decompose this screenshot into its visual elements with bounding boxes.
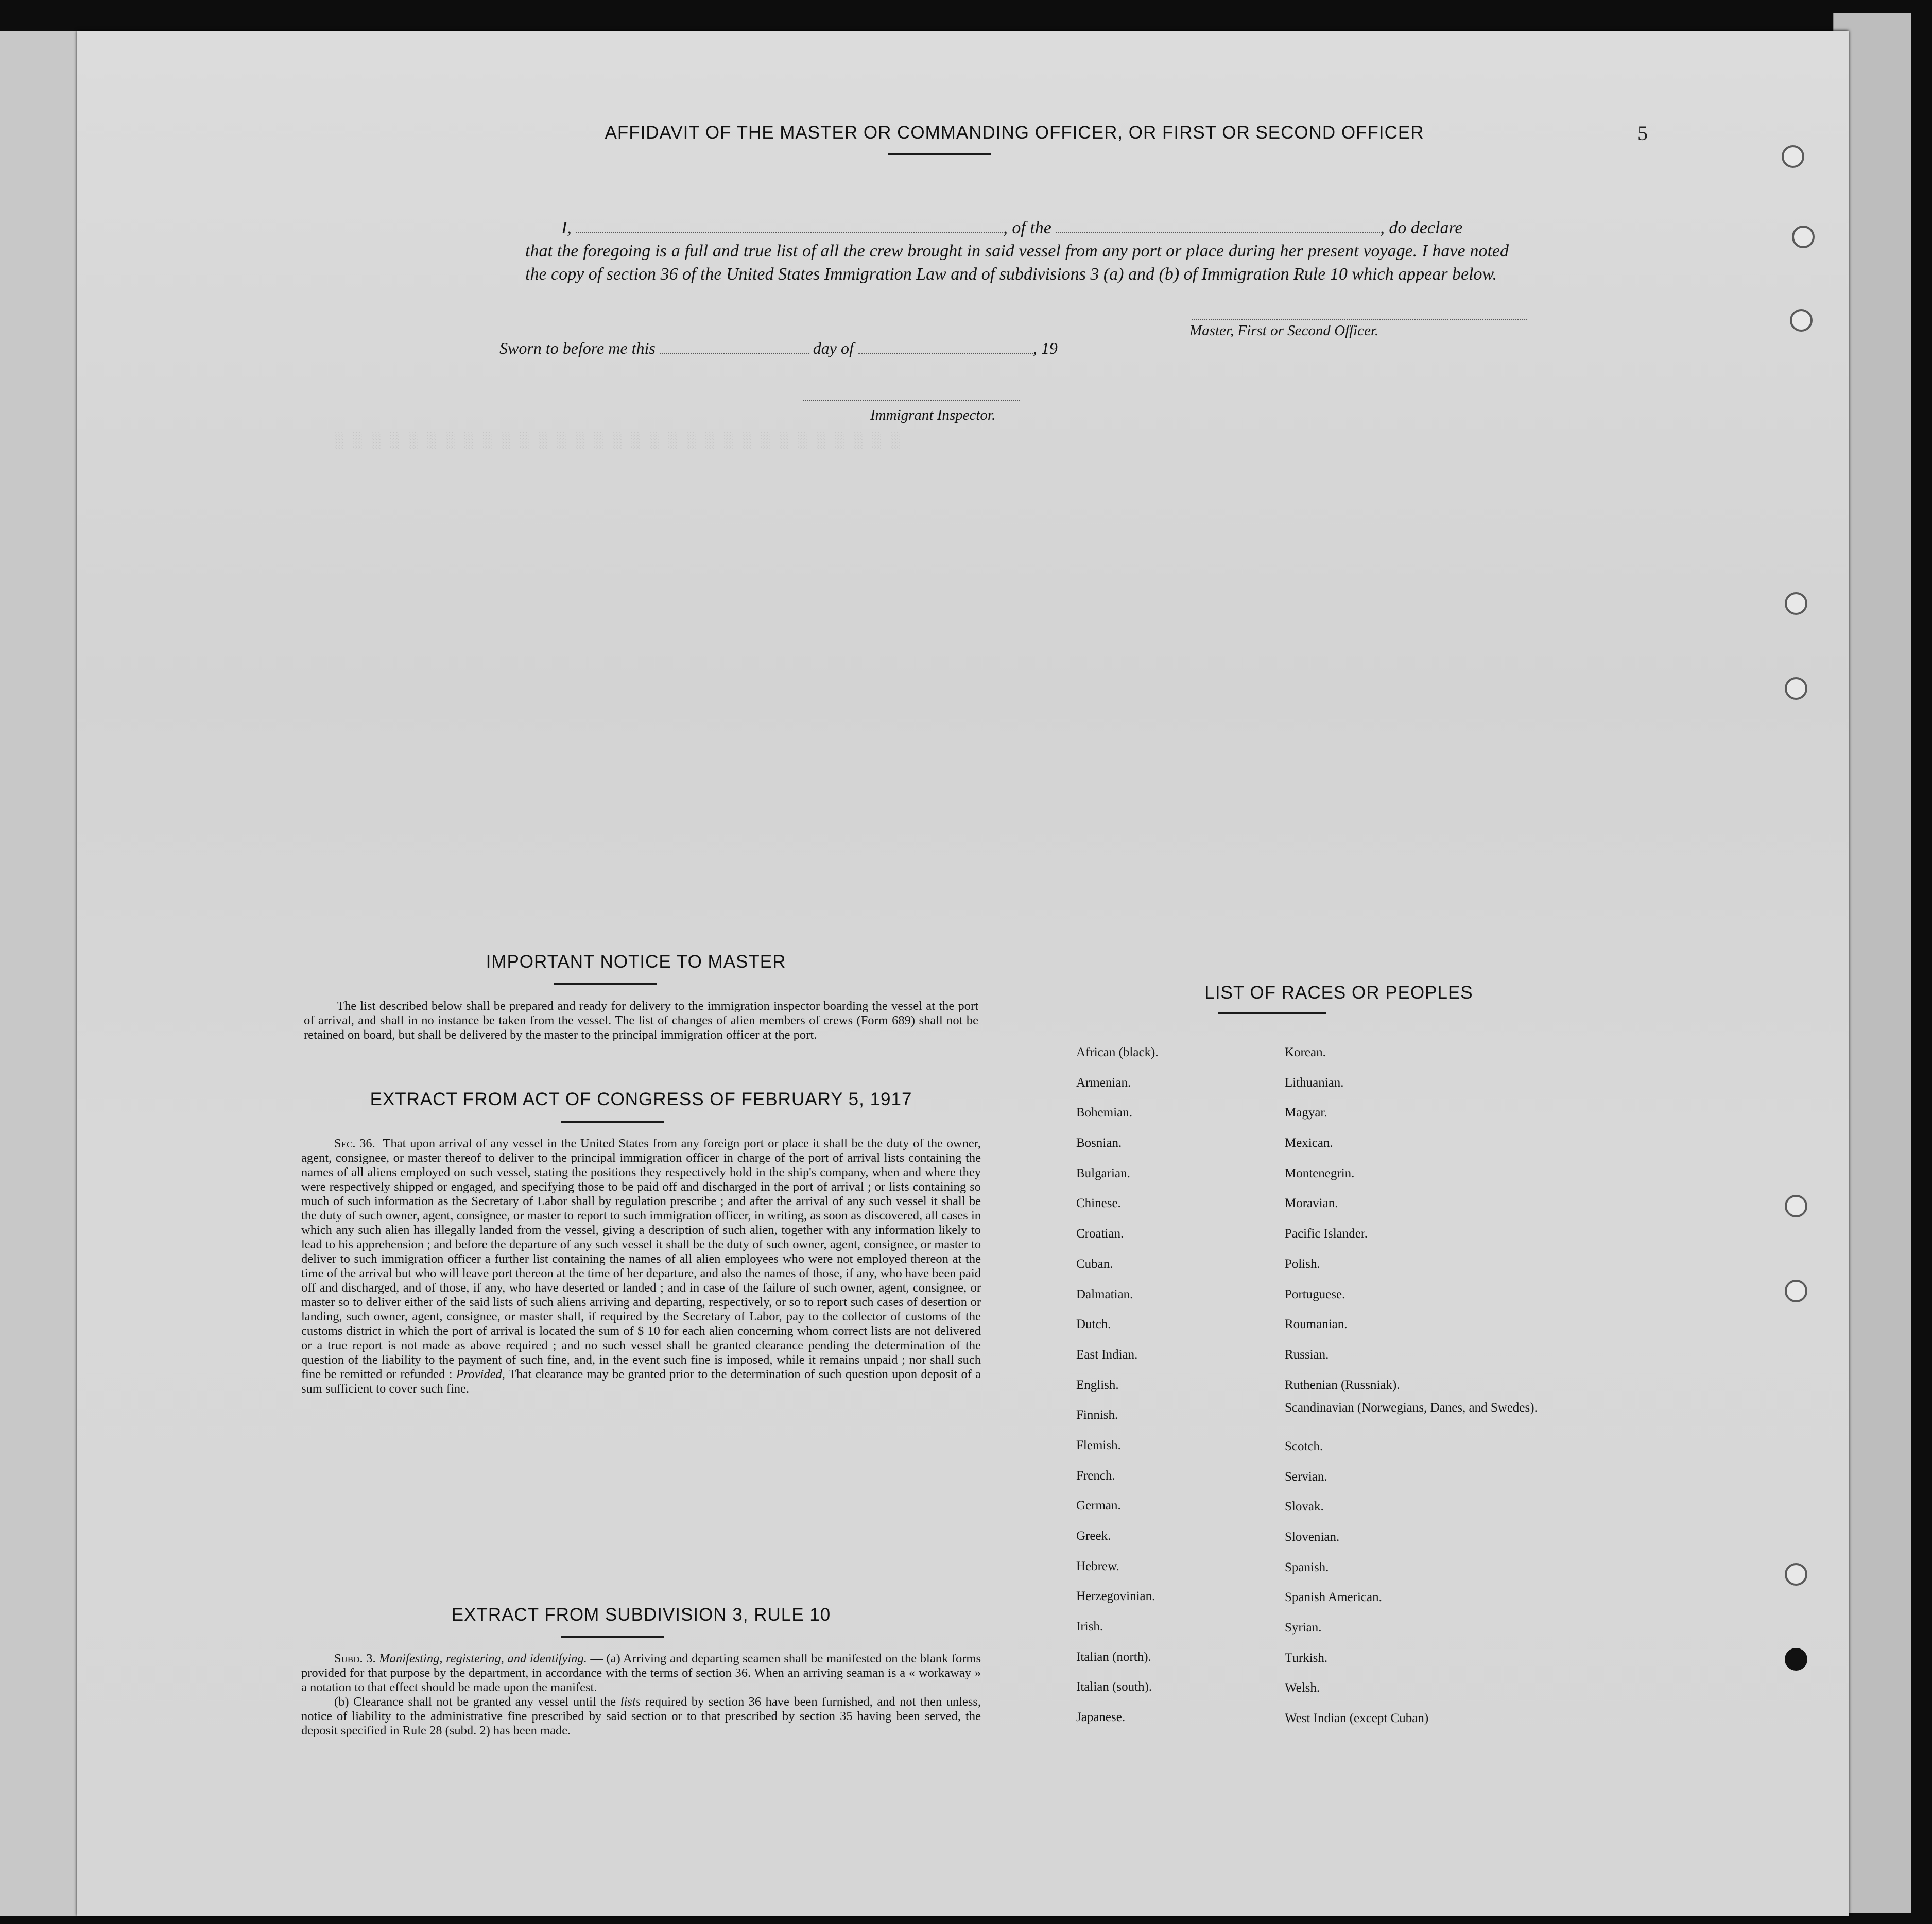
section-label: Sec. 36. xyxy=(334,1137,375,1150)
affidavit-heading: AFFIDAVIT OF THE MASTER OR COMMANDING OFFICER, OR FIRST OR SECOND OFFICER xyxy=(605,123,1424,143)
affidavit-body: that the foregoing is a full and true list of all the crew brought in said vessel from any port or place during her present voyage. I have noted the copy of section 36 of the United States Immigration Law and of subdivisions 3 (a) and (b) of Immigration Rule 10 which appear below. xyxy=(525,242,1509,284)
race-item: West Indian (except Cuban) xyxy=(1285,1711,1429,1726)
subdivision-label: Subd. 3. xyxy=(334,1652,376,1665)
race-item: Mexican. xyxy=(1285,1136,1333,1150)
affidavit-i: I, xyxy=(561,218,572,237)
affidavit-text xyxy=(525,216,1509,286)
race-item: Spanish. xyxy=(1285,1560,1329,1574)
paragraph-a: — (a) Arriving and departing seamen shall be manifested on the blank forms provided for that purpose by the department, in accordance with the terms of section 36. When an arriving seaman is a « workaway » a notation to that effect should be made upon the manifest. xyxy=(301,1652,981,1694)
race-item: French. xyxy=(1076,1468,1115,1483)
race-item: Armenian. xyxy=(1076,1075,1131,1090)
heading-rule xyxy=(1218,1012,1326,1014)
race-item: Russian. xyxy=(1285,1347,1329,1362)
race-item: African (black). xyxy=(1076,1045,1159,1059)
affidavit-first-line xyxy=(525,216,1509,239)
race-item: German. xyxy=(1076,1499,1121,1513)
inspector-blank xyxy=(803,398,1020,401)
race-item: Bohemian. xyxy=(1076,1106,1133,1120)
notice-heading: IMPORTANT NOTICE TO MASTER xyxy=(486,952,786,972)
race-item: Flemish. xyxy=(1076,1438,1121,1452)
race-item: Portuguese. xyxy=(1285,1287,1346,1301)
race-item: Welsh. xyxy=(1285,1681,1320,1695)
race-item: Italian (south). xyxy=(1076,1680,1152,1694)
race-item: Croatian. xyxy=(1076,1227,1124,1241)
race-item: Cuban. xyxy=(1076,1257,1113,1271)
bleed-through: ░ ░ ░ ░ ░ ░ ░ ░ ░ ░ ░ ░ ░ ░ ░ ░ ░ ░ ░ ░ ░ ░ ░ ░ ░ ░ ░ ░ ░ ░ ░ xyxy=(335,433,901,450)
race-item: Bulgarian. xyxy=(1076,1166,1130,1180)
signature-blank xyxy=(1192,317,1527,320)
race-item: Slovenian. xyxy=(1285,1530,1340,1544)
lists-word: lists xyxy=(620,1695,641,1709)
race-item: Chinese. xyxy=(1076,1196,1121,1211)
race-item: Spanish American. xyxy=(1285,1590,1382,1605)
race-item: Lithuanian. xyxy=(1285,1075,1344,1090)
race-item: Finnish. xyxy=(1076,1408,1118,1422)
document-page xyxy=(77,31,1849,1916)
binder-hole xyxy=(1782,145,1804,168)
races-heading: LIST OF RACES OR PEOPLES xyxy=(1204,983,1473,1003)
sworn-year: , 19 xyxy=(1032,339,1058,357)
rule10-text xyxy=(301,1652,981,1738)
binder-hole xyxy=(1792,226,1815,248)
race-item: Turkish. xyxy=(1285,1651,1328,1665)
month-blank xyxy=(858,349,1033,354)
act-text xyxy=(301,1137,981,1396)
binder-hole xyxy=(1785,1280,1807,1302)
act-heading: EXTRACT FROM ACT OF CONGRESS OF FEBRUARY 5, 1917 xyxy=(370,1089,912,1109)
signature-label: Master, First or Second Officer. xyxy=(1189,322,1379,339)
race-item: East Indian. xyxy=(1076,1347,1138,1362)
race-item: Irish. xyxy=(1076,1620,1103,1634)
race-item: Scotch. xyxy=(1285,1439,1323,1453)
race-item: Korean. xyxy=(1285,1045,1326,1059)
inspector-label: Immigrant Inspector. xyxy=(870,407,996,423)
binder-hole xyxy=(1790,309,1813,332)
notice-paragraph: The list described below shall be prepared and ready for delivery to the immigration inspector boarding the vessel at the port of arrival, and shall in no instance be taken from the vessel. The list of changes of alien members of crews (Form 689) shall not be retained on board, but shall be delivered by the master to the principal immigration officer at the port. xyxy=(304,999,978,1042)
race-item: Bosnian. xyxy=(1076,1136,1122,1150)
race-item: Italian (north). xyxy=(1076,1650,1151,1664)
vessel-blank xyxy=(1056,228,1380,233)
binder-hole xyxy=(1785,1563,1807,1586)
heading-rule xyxy=(561,1636,664,1638)
race-item: Pacific Islander. xyxy=(1285,1227,1368,1241)
day-blank xyxy=(660,349,809,354)
act-body-end: That clearance may be granted prior to the determination of such question upon deposit of a sum sufficient to cover such fine. xyxy=(301,1367,981,1396)
race-item: Syrian. xyxy=(1285,1621,1322,1635)
affidavit-of-the: , of the xyxy=(1003,218,1051,237)
binder-hole xyxy=(1785,592,1807,615)
race-item: English. xyxy=(1076,1378,1119,1392)
race-item: Moravian. xyxy=(1285,1196,1338,1211)
race-item: Scandinavian (Norwegians, Danes, and Swedes). xyxy=(1285,1401,1538,1415)
race-item: Magyar. xyxy=(1285,1106,1327,1120)
races-column-2 xyxy=(1285,1038,1538,1734)
act-body: That upon arrival of any vessel in the United States from any foreign port or place it shall be the duty of the owner, agent, consignee, or master thereof to deliver to the principal immigration officer in charge of the port of arrival lists containing the names of all aliens employed on such vessel, stating the positions they respectively hold in the ship's company, when and where they were respectively shipped or engaged, and specifying those to be paid off and discharged in the port of arrival ; or lists containing so much of such information as the Secretary of Labor shall by regulation prescribe ; and after the arrival of any such vessel it shall be the duty of such owner, agent, consignee, or master to report to such immigration officer, in writing, as soon as discovered, all cases in which any such alien has illegally landed from the vessel, giving a description of such alien, together with any information likely to lead to his apprehension ; and before the departure of any such vessel it shall be the duty of such owner, agent, consignee, or master to deliver to such immigration officer a further list containing the names of all alien employees who were not employed thereon at the time of the arrival but who will leave port thereon at the time of her departure, and also the names of those, if any, who have been paid off and discharged, and of those, if any, who have deserted or landed ; and in case of the failure of such owner, agent, consignee, or master so to deliver either of the said lists of such aliens arriving and departing, respectively, or so to report such cases of desertion or landing, such owner, agent, consignee, or master shall, if required by the Secretary of Labor, pay to the collector of customs of the customs district in which the port of arrival is located the sum of $ 10 for each alien concerning whom correct lists are not delivered or a true report is not made as above required ; and no such vessel shall be granted clearance pending the determination of the question of the liability to the payment of such fine, and, in the event such fine is imposed, while it remains unpaid ; nor shall such fine be remitted or refunded : xyxy=(301,1137,981,1381)
binder-hole xyxy=(1785,1195,1807,1217)
heading-rule xyxy=(554,983,657,985)
underlying-page-edge xyxy=(0,31,77,1916)
race-item: Hebrew. xyxy=(1076,1559,1119,1573)
race-item: Dutch. xyxy=(1076,1317,1111,1332)
notice-text xyxy=(304,999,978,1042)
name-blank xyxy=(576,228,1003,233)
race-item: Polish. xyxy=(1285,1257,1320,1271)
race-item: Herzegovinian. xyxy=(1076,1589,1155,1604)
subdivision-title: Manifesting, registering, and identifying. xyxy=(379,1652,587,1665)
race-item: Montenegrin. xyxy=(1285,1166,1355,1180)
races-column-1 xyxy=(1076,1038,1282,1733)
race-item: Greek. xyxy=(1076,1529,1111,1543)
paragraph-b: (b) Clearance shall not be granted any vessel until the xyxy=(334,1695,616,1709)
paragraph-b-end: required by section 36 have been furnished, and not then unless, notice of liability to the administrative fine prescribed by said section or to that prescribed by section 35 having been served, the deposit specified in Rule 28 (subd. 2) has been made. xyxy=(301,1695,981,1738)
affidavit-do-declare: , do declare xyxy=(1380,218,1463,237)
race-item: Servian. xyxy=(1285,1469,1327,1484)
heading-rule xyxy=(888,153,991,155)
binder-hole xyxy=(1785,677,1807,700)
sworn-day-of: day of xyxy=(813,339,854,357)
sworn-prefix: Sworn to before me this xyxy=(499,339,656,357)
rule10-heading: EXTRACT FROM SUBDIVISION 3, RULE 10 xyxy=(451,1605,831,1625)
binder-hole xyxy=(1785,1648,1807,1671)
race-item: Ruthenian (Russniak). xyxy=(1285,1378,1400,1392)
sworn-line xyxy=(499,339,1058,358)
page-marker: 5 xyxy=(1637,122,1648,145)
heading-rule xyxy=(561,1121,664,1123)
race-item: Roumanian. xyxy=(1285,1317,1348,1332)
race-item: Slovak. xyxy=(1285,1500,1324,1514)
provided-word: Provided, xyxy=(456,1367,505,1381)
race-item: Japanese. xyxy=(1076,1710,1126,1725)
race-item: Dalmatian. xyxy=(1076,1287,1133,1301)
